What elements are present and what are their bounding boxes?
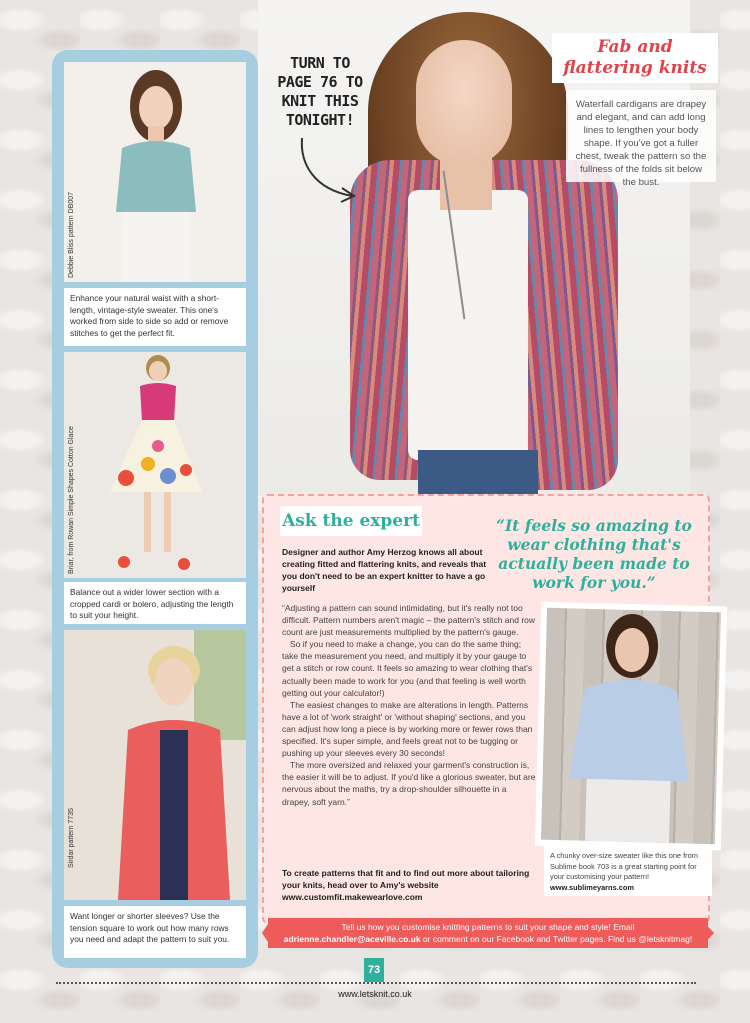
model-sweater-photo [64,62,246,282]
banner-tail-right [700,918,714,948]
contact-banner [268,918,708,948]
sidebar-caption-2: Balance out a wider lower section with a cropped cardi or bolero, adjusting the length to suit your height. [64,582,246,624]
white-top [408,190,528,460]
sweater-caption-text: A chunky over-size sweater like this one from Sublime book 703 is a great starting point for your customising your pattern! [550,851,698,881]
expert-body [282,602,536,808]
sidebar-credit-1: Debbie Bliss pattern DB007 [68,192,75,278]
footer-website[interactable]: www.letsknit.co.uk [338,989,412,999]
banner-text-2: or comment on our Facebook and Twitter pages. Find us @letsknitmag! [422,933,693,944]
sidebar-photo-3 [64,630,246,900]
model-floral-dress-photo [64,352,246,578]
curved-arrow-icon [294,134,364,204]
model-face [416,40,512,166]
expert-heading: Ask the expert [280,506,422,536]
sidebar-credit-3: Sirdar pattern 7735 [68,808,75,868]
expert-paragraph: “Adjusting a pattern can sound intimidating, but it's really not too difficult. Pattern numbers aren't magic – the pattern's stitch and row count are just measurements multiplied by the pattern's gauge. [282,603,536,638]
sidebar-photo-1 [64,62,246,282]
fab-text: Waterfall cardigans are drapey and elegant, and can add long lines to lengthen your body shape. If you've got a fuller chest, tweak the pattern so the fullness of the folds sit below the bust. [566,90,716,182]
expert-paragraph: The more oversized and relaxed your garment's construction is, the easier it will be to adjust. If you'd like a glorious sweater, but are nervous about the maths, try a drop-shoulder silhouette in a drapey, soft yarn.” [282,760,536,807]
footer-divider [56,982,696,984]
expert-cta: To create patterns that fit and to find out more about tailoring your knits, head over to Amy's website www.customfit.makewearlove.com [282,868,530,902]
expert-paragraph: The easiest changes to make are alterations in length. Patterns have a lot of 'work straight' or 'without shaping' sections, and you can adjust how long a piece is by working more or fewer rows than specified. It's super simple, and feels great not to be tugging or pushing up your sleeves every 30 seconds! [282,699,533,759]
fab-title: Fab and flattering knits [552,33,718,83]
banner-email-link[interactable]: adrienne.chandler@aceville.co.uk [283,933,421,944]
expert-intro: Designer and author Amy Herzog knows all about creating fitted and flattering knits, and reveals that you don't need to be an expert knitter to have a go yourself [282,547,487,593]
sweater-caption [544,846,712,896]
sidebar-credit-2: Briar, from Rowan Simple Shapes Cotton Glace [68,426,75,574]
sidebar-caption-1: Enhance your natural waist with a short-length, vintage-style sweater. This one's worked from side to side so add or remove stitches to get the perfect fit. [64,288,246,346]
pull-quote: “It feels so amazing to wear clothing that's actually been made to work for you.” [496,516,692,592]
jeans [418,450,538,496]
sidebar-caption-3: Want longer or shorter sleeves? Use the tension square to work out how many rows you need and adapt the pattern to suit you. [64,906,246,958]
banner-text-1: Tell us how you customise knitting patterns to suit your shape and style! Email [341,922,635,932]
sweater-photo [535,602,727,851]
callout-text: TURN TO PAGE 76 TO KNIT THIS TONIGHT! [277,54,363,129]
page-callout [272,54,368,204]
sidebar-photo-2 [64,352,246,578]
model-coral-cardigan-photo [64,630,246,900]
sublime-link[interactable]: www.sublimeyarns.com [550,882,634,892]
page-number: 73 [364,958,384,982]
model-blue-sweater-photo [541,608,721,844]
expert-paragraph: So if you need to make a change, you can do the same thing; take the measurement you need, and multiply it by your gauge to get a stitch or row count. It feels so amazing to wear clothing that's actually been made to work for you (and that feeling is well worth getting out your calculator!) [282,639,533,698]
